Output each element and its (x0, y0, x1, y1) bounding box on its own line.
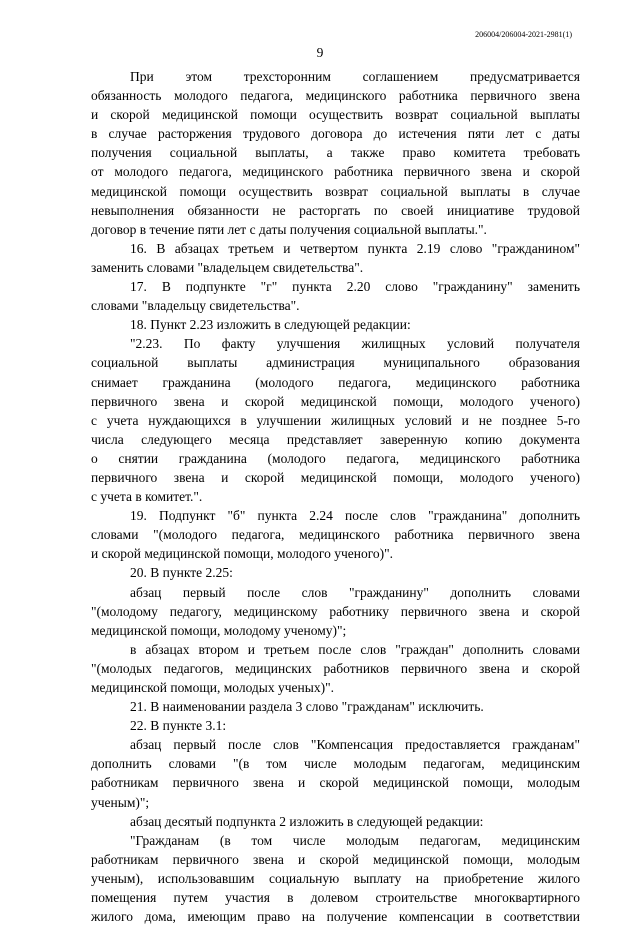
text-line: словами "владельцу свидетельства". (91, 298, 300, 314)
text-line: жилого дома, имеющим право на получение компенсации в соответствии (91, 909, 580, 925)
text-line: 16. В абзацах третьем и четвертом пункта 2.19 слово "гражданином" (130, 240, 580, 256)
text-line: помещения путем участия в долевом строительстве многоквартирного (91, 890, 580, 906)
document-text-body (91, 67, 580, 926)
text-line: 20. В пункте 2.25: (130, 565, 233, 581)
text-line: "(молодому педагогу, медицинскому работнику первичного звена и скорой (91, 603, 580, 619)
text-line: 21. В наименовании раздела 3 слово "гражданам" исключить. (130, 699, 484, 715)
text-line: 22. В пункте 3.1: (130, 718, 227, 734)
text-line: невыполнения обязанности не расторгать по своей инициативе трудовой (91, 202, 580, 218)
text-line: словами "(молодого педагога, медицинского работника первичного звена (91, 527, 580, 543)
text-line: заменить словами "владельцем свидетельства". (91, 259, 364, 275)
text-line: о снятии гражданина (молодого педагога, медицинского работника (91, 450, 580, 466)
text-line: "(молодых педагогов, медицинских работников первичного звена и скорой (91, 660, 580, 676)
text-line: и скорой медицинской помощи осуществить возврат социальной выплаты (91, 107, 580, 123)
text-line: медицинской помощи, молодых ученых)". (91, 680, 334, 695)
text-line: обязанность молодого педагога, медицинского работника первичного звена (91, 88, 580, 104)
text-line: медицинской помощи осуществить возврат социальной выплаты в случае (91, 183, 580, 199)
text-line: социальной выплаты администрация муниципального образования (91, 355, 580, 371)
text-line: При этом трехсторонним соглашением предусматривается (130, 69, 580, 84)
text-line: в случае расторжения трудового договора до истечения пяти лет с даты (91, 126, 580, 142)
text-line: снимает гражданина (молодого педагога, медицинского работника (91, 374, 580, 390)
text-line: дополнить словами "(в том числе молодым педагогам, медицинским (91, 756, 580, 772)
text-line: от молодого педагога, медицинского работника первичного звена и скорой (91, 164, 580, 180)
text-line: абзац десятый подпункта 2 изложить в следующей редакции: (130, 813, 484, 829)
text-line: получения социальной выплаты, а также право комитета требовать (91, 145, 580, 161)
text-line: в абзацах втором и третьем после слов "граждан" дополнить словами (130, 641, 580, 657)
text-line: ученым)"; (91, 794, 150, 810)
text-line: первичного звена и скорой медицинской помощи, молодого ученого) (91, 469, 580, 485)
text-line: "2.23. По факту улучшения жилищных условий получателя (130, 336, 580, 352)
text-line: медицинской помощи, молодому ученому)"; (91, 622, 347, 638)
text-line: числа следующего месяца представляет заверенную копию документа (91, 431, 580, 447)
text-line: первичного звена и скорой медицинской помощи, молодого ученого) (91, 393, 580, 409)
text-line: работникам первичного звена и скорой медицинской помощи, молодым (91, 851, 580, 867)
document-id: 206004/206004-2021-2981(1) (475, 30, 572, 39)
text-line: 19. Подпункт "б" пункта 2.24 после слов "гражданина" дополнить (130, 508, 580, 524)
text-line: договор в течение пяти лет с даты получения социальной выплаты.". (91, 221, 487, 237)
page-number: 9 (316, 45, 324, 60)
text-line: с учета в комитет.". (91, 489, 203, 505)
text-line: ученым), использовавшим социальную выплату на приобретение жилого (91, 870, 580, 886)
text-line: работникам первичного звена и скорой медицинской помощи, молодым (91, 775, 580, 791)
text-line: с учета нуждающихся в улучшении жилищных условий и не позднее 5-го (91, 412, 580, 428)
text-line: 18. Пункт 2.23 изложить в следующей редакции: (130, 317, 411, 333)
text-line: абзац первый после слов "гражданину" дополнить словами (130, 584, 580, 600)
text-line: абзац первый после слов "Компенсация предоставляется гражданам" (130, 737, 580, 753)
text-line: 17. В подпункте "г" пункта 2.20 слово "гражданину" заменить (130, 279, 580, 295)
text-line: "Гражданам (в том числе молодым педагогам, медицинским (130, 832, 580, 848)
text-line: и скорой медицинской помощи, молодого ученого)". (91, 546, 394, 562)
